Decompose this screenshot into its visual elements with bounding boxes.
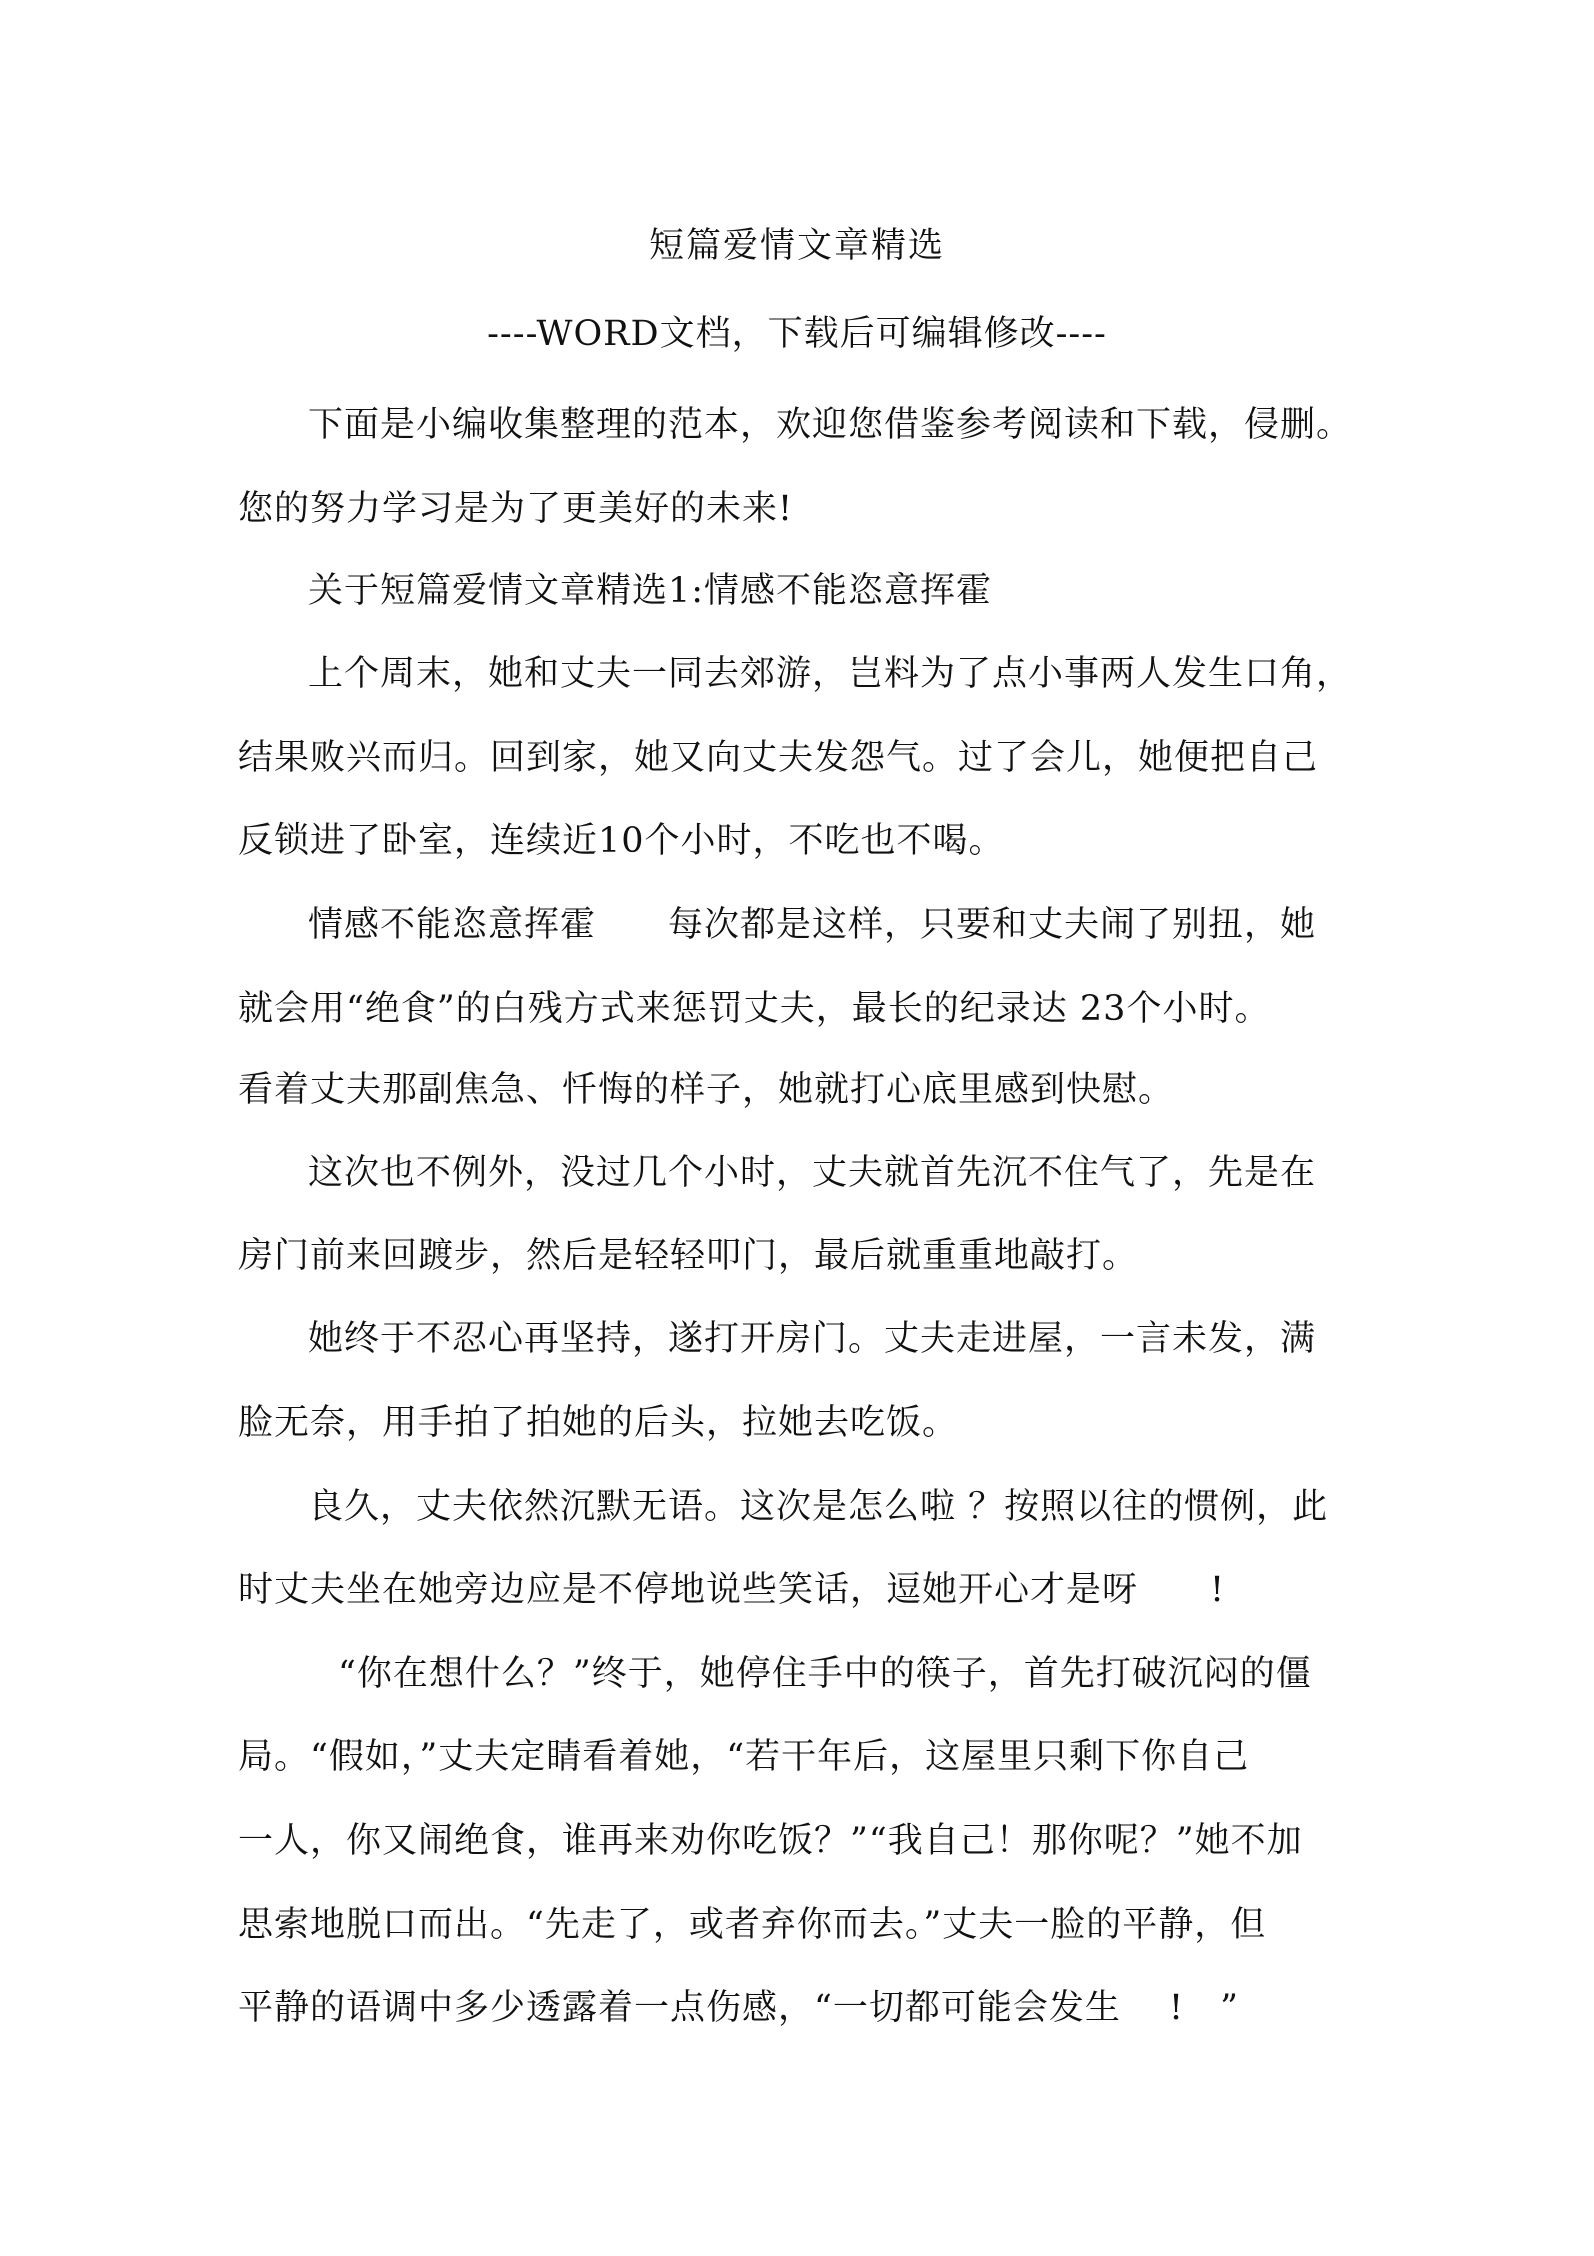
- body-line: 就会用“绝食”的白残方式来惩罚丈夫，最长的纪录达 23个小时。: [238, 989, 1271, 1029]
- body-line: 情感不能恣意挥霍 每次都是这样，只要和丈夫闹了别扭，她: [308, 905, 1317, 945]
- body-line: 思索地脱口而出。“先走了，或者弃你而去。”丈夫一脸的平静，但: [238, 1905, 1267, 1945]
- body-line: 这次也不例外，没过几个小时，丈夫就首先沉不住气了，先是在: [308, 1153, 1317, 1193]
- body-line: 上个周末，她和丈夫一同去郊游，岂料为了点小事两人发生口角，: [308, 654, 1353, 694]
- body-line: 平静的语调中多少透露着一点伤感，“一切都可能会发生 ! ”: [238, 1988, 1239, 2028]
- document-title: 短篇爱情文章精选: [648, 226, 945, 266]
- body-line: “你在想什么？”终于，她停住手中的筷子，首先打破沉闷的僵: [338, 1654, 1312, 1694]
- document-subtitle: ----WORD文档，下载后可编辑修改----: [487, 314, 1107, 354]
- section-heading: 关于短篇爱情文章精选1:情感不能恣意挥霍: [308, 571, 993, 611]
- body-line: 结果败兴而归。回到家，她又向丈夫发怨气。过了会儿，她便把自己: [238, 738, 1319, 778]
- body-line: 她终于不忍心再坚持，遂打开房门。丈夫走进屋，一言未发，满: [308, 1319, 1317, 1359]
- body-line: 脸无奈，用手拍了拍她的后头，拉她去吃饭。: [238, 1403, 959, 1443]
- body-line: 一人，你又闹绝食，谁再来劝你吃饭？”“我自己！那你呢？”她不加: [238, 1821, 1303, 1861]
- body-line: 局。“假如，”丈夫定睛看着她，“若干年后，这屋里只剩下你自己: [238, 1737, 1250, 1777]
- intro-line-1: 下面是小编收集整理的范本，欢迎您借鉴参考阅读和下载，侵删。: [308, 405, 1353, 445]
- body-line: 良久，丈夫依然沉默无语。这次是怎么啦 ？按照以往的惯例，此: [308, 1487, 1329, 1527]
- body-line: 时丈夫坐在她旁边应是不停地说些笑话，逗她开心才是呀 !: [238, 1570, 1226, 1610]
- body-line: 房门前来回踱步，然后是轻轻叩门，最后就重重地敲打。: [238, 1236, 1139, 1276]
- body-line: 反锁进了卧室，连续近10个小时，不吃也不喝。: [238, 821, 1005, 861]
- body-line: 看着丈夫那副焦急、忏悔的样子，她就打心底里感到快慰。: [238, 1070, 1175, 1110]
- intro-line-2: 您的努力学习是为了更美好的未来!: [238, 489, 794, 529]
